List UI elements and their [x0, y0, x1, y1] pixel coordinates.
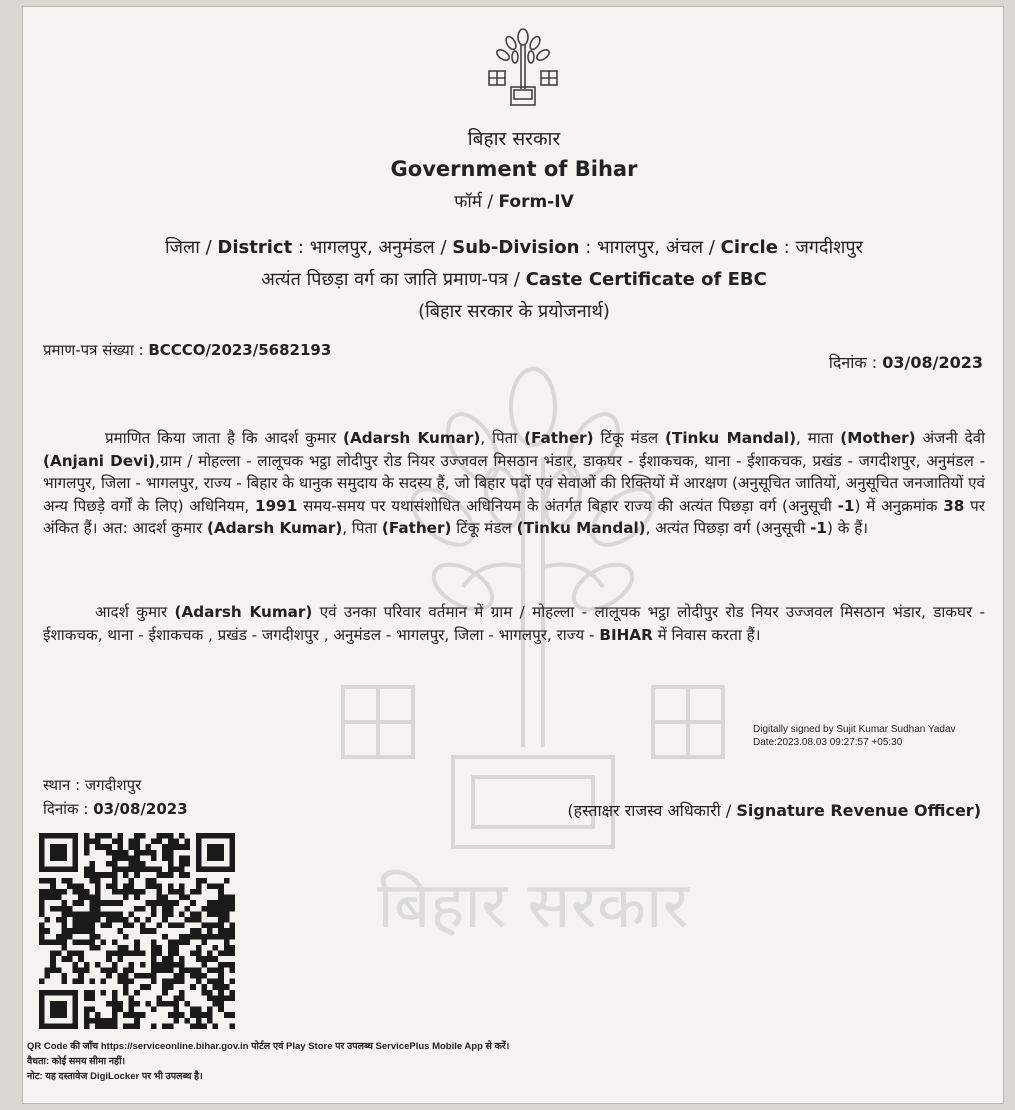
bottom-date-label: दिनांक	[43, 800, 79, 818]
watermark-text: बिहार सरकार	[377, 869, 689, 943]
subdivision-label-english: Sub-Division	[452, 237, 580, 258]
footer-validity: वैधता: कोई समय सीमा नहीं।	[27, 1056, 126, 1067]
circle-value: जगदीशपुर	[795, 237, 863, 258]
place-label: स्थान	[43, 776, 71, 794]
govt-title-english: Government of Bihar	[390, 157, 638, 181]
certificate-title: अत्यंत पिछड़ा वर्ग का जाति प्रमाण-पत्र / Caste Certificate of EBC	[261, 269, 767, 290]
district-value: भागलपुर	[309, 237, 367, 258]
subdivision-value: भागलपुर	[597, 237, 655, 258]
certificate-title-hindi: अत्यंत पिछड़ा वर्ग का जाति प्रमाण-पत्र	[261, 269, 509, 290]
issue-date-value: 03/08/2023	[882, 353, 983, 372]
govt-title-hindi: बिहार सरकार	[467, 128, 561, 150]
circle-label-hindi: अंचल	[665, 237, 704, 258]
bottom-date-value: 03/08/2023	[93, 800, 188, 818]
place-date-block	[43, 773, 188, 821]
place-value: जगदीशपुर	[84, 776, 142, 794]
certificate-title-english: Caste Certificate of EBC	[525, 269, 767, 290]
signature-label-hindi: (हस्ताक्षर राजस्व अधिकारी	[567, 801, 721, 820]
location-line: जिला / District : भागलपुर, अनुमंडल / Sub-Division : भागलपुर, अंचल / Circle : जगदीशपुर	[165, 237, 863, 258]
form-number: फॉर्म / Form-IV	[454, 192, 574, 212]
subdivision-label-hindi: अनुमंडल	[378, 237, 435, 258]
certificate-number-value: BCCCO/2023/5682193	[148, 341, 332, 359]
form-label-english: Form-IV	[498, 192, 574, 212]
bihar-emblem-logo	[483, 27, 563, 109]
qr-code[interactable]	[39, 833, 235, 1029]
footer-notes	[27, 1039, 509, 1084]
certification-paragraph: प्रमाणित किया जाता है कि आदर्श कुमार (Adarsh Kumar), पिता (Father) टिंकू मंडल (Tinku Mandal), माता (Mother) अंजनी देवी (Anjani Devi),ग्राम / मोहल्ला - लालूचक भट्ठा लोदीपुर रोड नियर उज्जवल मिसठान भंडार, डाकघर - ईशाकचक, थाना - ईशाकचक, प्रखंड - जगदीशपुर, अनुमंडल - भागलपुर, जिला - भागलपुर, राज्य - बिहार के धानुक समुदाय के सदस्य हैं, जो बिहार पदों एवं सेवाओं की रिक्तियों में आरक्षण (अनुसूचित जातियों, अनुसूचित जनजातियों एवं अन्य पिछड़े वर्गों के लिए) अधिनियम, 1991 समय-समय पर यथासंशोधित अधिनियम के अंतर्गत बिहार राज्य की अत्यंत पिछड़ा वर्ग (अनुसूची -1) में अनुक्रमांक 38 पर अंकित हैं। अत: आदर्श कुमार (Adarsh Kumar), पिता (Father) टिंकू मंडल (Tinku Mandal), अत्यंत पिछड़ा वर्ग (अनुसूची -1) के हैं।	[43, 429, 986, 537]
signature-line: (हस्ताक्षर राजस्व अधिकारी / Signature Revenue Officer)	[567, 801, 981, 820]
signature-label-english: Signature Revenue Officer)	[736, 801, 981, 820]
issue-date-label: दिनांक	[828, 353, 867, 372]
certificate-purpose: (बिहार सरकार के प्रयोजनार्थ)	[418, 301, 610, 322]
digital-signature-block	[753, 723, 956, 749]
circle-label-english: Circle	[720, 237, 778, 258]
digital-signature-signer: Digitally signed by Sujit Kumar Sudhan Yadav	[753, 724, 956, 735]
form-label-hindi: फॉर्म	[454, 192, 482, 212]
bottom-date: दिनांक : 03/08/2023	[43, 800, 188, 818]
residence-paragraph: आदर्श कुमार (Adarsh Kumar) एवं उनका परिवार वर्तमान में ग्राम / मोहल्ला - लालूचक भट्ठा लोदीपुर रोड नियर उज्जवल मिसठान भंडार, डाकघर - ईशाकचक, थाना - ईशाकचक , प्रखंड - जगदीशपुर , अनुमंडल - भागलपुर, जिला - भागलपुर, राज्य - BIHAR में निवास करता हैं।	[43, 603, 985, 644]
district-label-hindi: जिला	[165, 237, 200, 258]
certificate-number: प्रमाण-पत्र संख्या : BCCCO/2023/5682193	[43, 341, 332, 359]
digital-signature-date: Date:2023.08.03 09:27:57 +05:30	[753, 737, 903, 748]
footer-qr-note: QR Code की जाँच https://serviceonline.bihar.gov.in पोर्टल एवं Play Store पर उपलब्ध ServicePlus Mobile App से करें।	[27, 1041, 510, 1052]
issue-date: दिनांक : 03/08/2023	[828, 353, 983, 372]
district-label-english: District	[217, 237, 293, 258]
place: स्थान : जगदीशपुर	[43, 776, 142, 794]
certificate-number-label: प्रमाण-पत्र संख्या	[43, 341, 134, 359]
certificate-page	[22, 6, 1004, 1104]
footer-digilocker-note: नोट: यह दस्तावेज DigiLocker पर भी उपलब्ध है।	[27, 1071, 203, 1082]
